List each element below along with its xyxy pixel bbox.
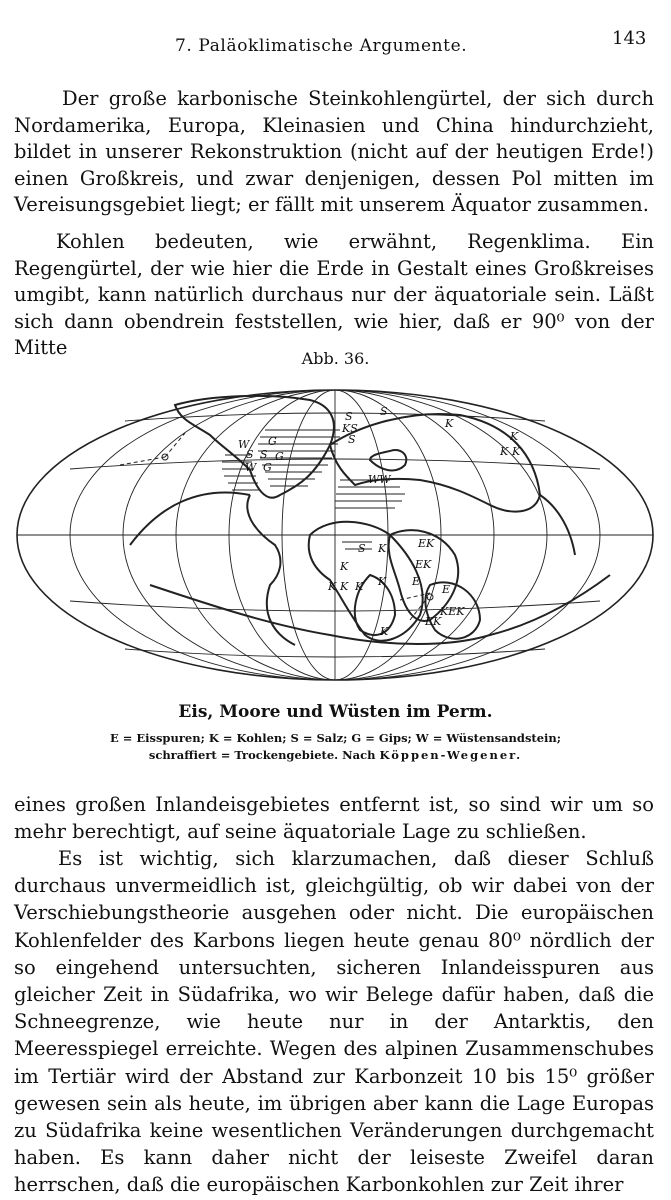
page-number: 143 — [612, 28, 647, 49]
chapter-heading: 7. Paläoklimatische Argumente. — [175, 36, 468, 56]
page-header — [0, 28, 671, 64]
legend-line-2-text: schraffiert = Trockengebiete. Nach — [148, 748, 376, 762]
map-label: K — [380, 625, 389, 638]
map-label: S — [345, 410, 353, 423]
figure-title: Eis, Moore und Wüsten im Perm. — [178, 702, 493, 722]
paragraph-3: eines großen Inlandeisgebietes entfernt ist, so sind wir um so mehr berechtigt, auf seine äquatoriale Lage zu schließen. — [14, 793, 654, 844]
paragraph-2: Kohlen bedeuten, wie erwähnt, Regenklima. Ein Regengürtel, der wie hier die Erde in Gestalt eines Großkreises umgibt, kann natürlich durchaus nur der äquatoriale sein. Läßt sich dann obendrein feststellen, wie hier, daß er 90⁰ von der Mitte — [14, 230, 654, 359]
legend-source: Köppen-Wegener. — [379, 748, 523, 762]
map-label: S — [380, 405, 388, 418]
map-label: G — [263, 461, 272, 474]
map-label: W — [245, 461, 257, 474]
map-label: EK — [425, 615, 442, 628]
map-label: K — [445, 417, 454, 430]
map-label: EK — [415, 558, 432, 571]
map-label: K — [510, 430, 519, 443]
figure-number: Abb. 36. — [301, 349, 370, 368]
map-label: K — [378, 575, 387, 588]
paragraph-1: Der große karbonische Steinkohlengürtel, der sich durch Nordamerika, Europa, Kleinasien und China hindurchzieht, bildet in unserer Rekonstruktion (nicht auf der heutigen Erde!) einen Großkreis, und zwar denjenigen, dessen Pol mitten im Vereisungsgebiet liegt; er fällt mit unserem Äquator zusammen. — [14, 87, 654, 216]
map-label: WW — [368, 473, 391, 486]
map-label: KS — [342, 422, 358, 435]
map-label: W — [238, 438, 250, 451]
perm-world-map — [10, 385, 660, 685]
map-label: K — [328, 580, 337, 593]
map-label: K — [512, 445, 521, 458]
map-label: G — [275, 450, 284, 463]
map-label: K — [355, 580, 364, 593]
map-label: E — [412, 575, 421, 588]
map-label: G — [268, 435, 277, 448]
map-label: K — [340, 580, 349, 593]
map-label: K — [500, 445, 509, 458]
figure-legend — [0, 730, 671, 764]
paragraph-4: Es ist wichtig, sich klarzumachen, daß dieser Schluß durchaus unvermeidlich ist, gleichgültig, ob wir dabei von der Verschiebungstheorie ausgehen oder nicht. Die europäischen Kohlenfelder des Karbons liegen heute genau 80⁰ nördlich der so eingehend untersuchten, sicheren Inlandeisspuren aus gleicher Zeit in Südafrika, wo wir Belege dafür haben, daß die Schneegrenze, wie heute nur in der Antarktis, den Meeresspiegel erreichte. Wegen des alpinen Zusammenschubes im Tertiär wird der Abstand zur Karbonzeit 10 bis 15⁰ größer gewesen sein als heute, im übrigen aber kann die Lage Europas zu Südafrika keine wesentlichen Veränderungen durchgemacht haben. Es kann daher nicht der leiseste Zweifel daran herrschen, daß die europäischen Karbonkohlen zur Zeit ihrer — [14, 847, 654, 1197]
map-label: E — [442, 583, 451, 596]
map-label: S — [348, 433, 356, 446]
map-label: K — [378, 542, 387, 555]
legend-line-2 — [0, 747, 671, 764]
map-label: S — [358, 542, 366, 555]
map-label: K — [340, 560, 349, 573]
legend-line-1: E = Eisspuren; K = Kohlen; S = Salz; G = Gips; W = Wüstensandstein; — [109, 731, 562, 745]
map-label: S — [246, 448, 254, 461]
map-label: EK — [418, 537, 435, 550]
map-continents — [130, 396, 610, 645]
map-label: S — [260, 448, 268, 461]
map-label: KEK — [440, 605, 465, 618]
